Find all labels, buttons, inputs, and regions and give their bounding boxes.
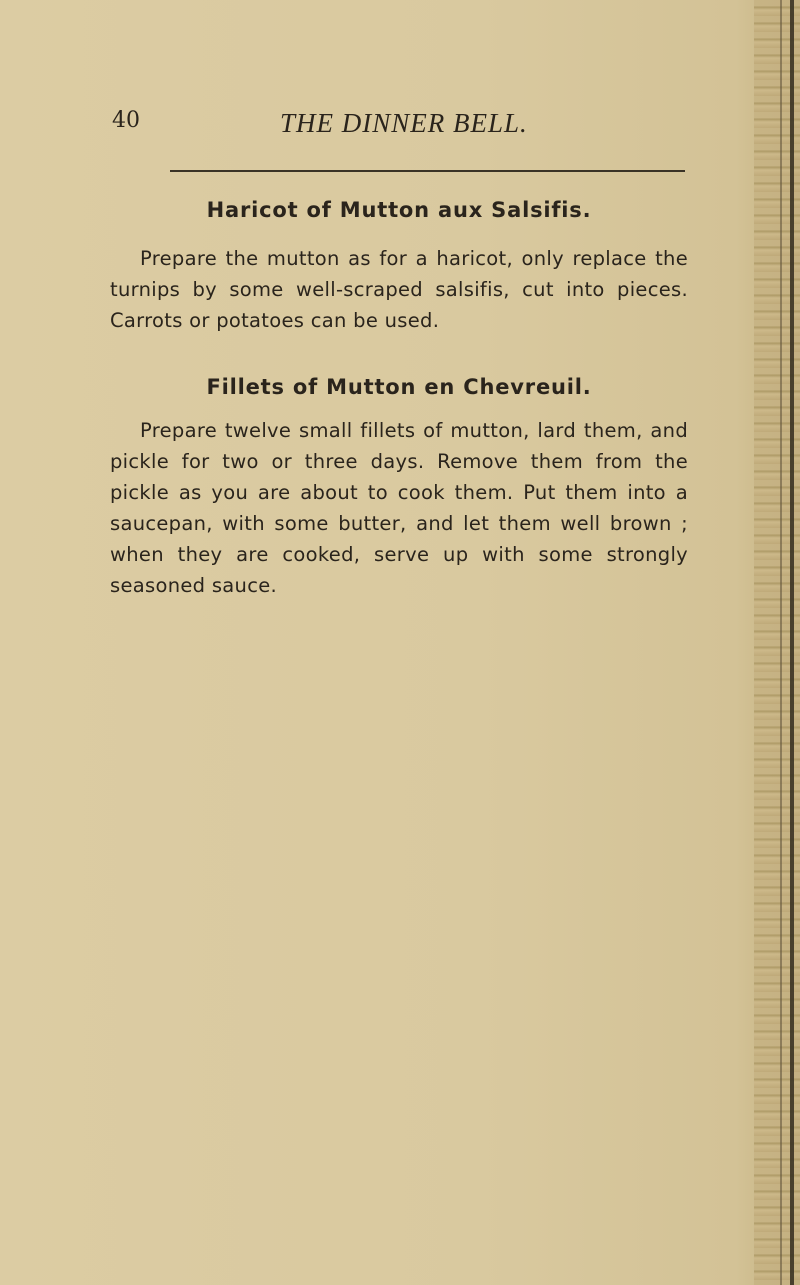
recipe-body: Prepare the mutton as for a haricot, only replace the turnips by some well-scraped salsifis, cut into pieces. Carrots or potatoes can be used. (110, 247, 688, 332)
page-header (112, 108, 692, 148)
page-number: 40 (112, 108, 140, 133)
recipe-body: Prepare twelve small fillets of mutton, lard them, and pickle for two or three days. Remove them from the pickle as you are about to cook them. Put them into a saucepan, with some butter, and let them well brown ; when they are cooked, serve up with some strongly seasoned sauce. (110, 419, 688, 597)
page-content (110, 190, 688, 601)
page-edge-line (780, 0, 782, 1285)
header-rule (170, 170, 685, 172)
running-title: THE DINNER BELL. (280, 108, 528, 138)
book-spine-edge (790, 0, 794, 1285)
recipe-title: Fillets of Mutton en Chevreuil. (206, 375, 592, 399)
recipe-title: Haricot of Mutton aux Salsifis. (206, 198, 592, 222)
